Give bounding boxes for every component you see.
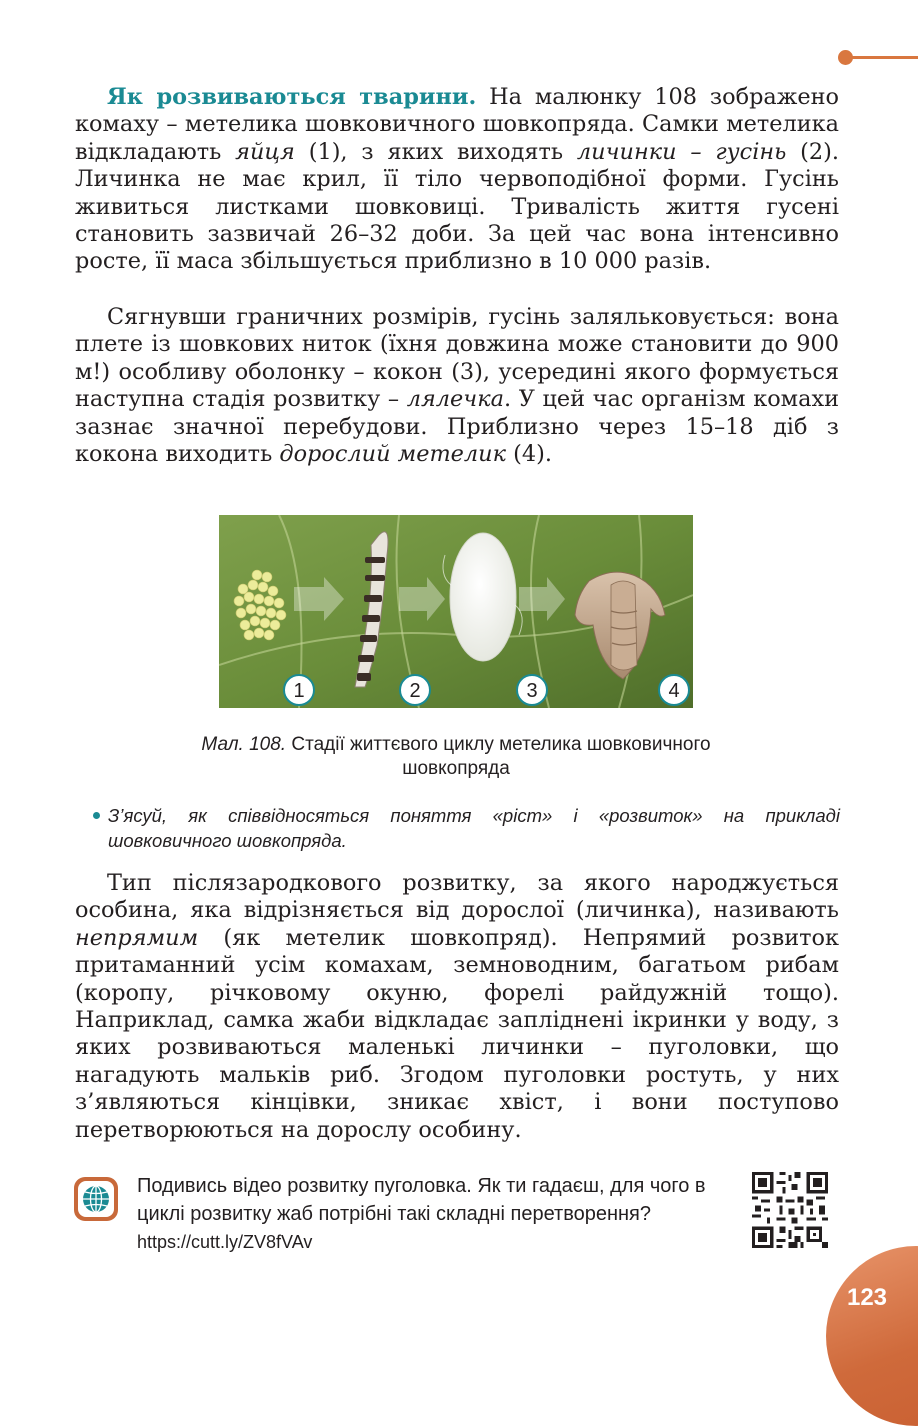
task-bullet xyxy=(93,812,100,819)
globe-icon xyxy=(73,1176,119,1222)
paragraph-development: Як розвиваються тварини. На малюнку 108 зображено комаху – метелика шовковичного шовкопряда. Самки метелика відкладають яйця (1), з яких виходять личинки – гусінь (2). Личинка не має крил, її тіло червоподібної форми. Гусінь живиться листками шовковиці. Тривалість життя гусені становить зазвичай 26–32 доби. За цей час вона інтенсивно росте, її маса збільшується приблизно в 10 000 разів. xyxy=(75,84,839,275)
task-question: З’ясуй, як співвідносяться поняття «ріст» і «розвиток» на прикладі шовковичного шовкопряда. xyxy=(108,805,840,851)
silkworm-lifecycle-figure xyxy=(219,515,693,708)
caption-number: Мал. 108. xyxy=(201,734,287,755)
section-heading: Як розвиваються тварини. xyxy=(107,84,477,110)
paragraph-indirect-development: Тип післязародкового розвитку, за якого народжується особина, яка відрізняється від дорослої (личинка), називають непрямим (як метелик шовкопряд). Непрямий розвиток притаманний усім комахам, земноводним, багатьом рибам (коропу, річковому окуню, форелі райдужній тощо). Наприклад, самка жаби відкладає запліднені ікринки у воду, з яких розвиваються маленькі личинки – пуголовки, що нагадують мальків риб. Згодом пуголовки ростуть, у них з’являються кінцівки, зникає хвіст, і вони поступово перетворюються на дорослу особину. xyxy=(75,870,839,1143)
video-link[interactable]: https://cutt.ly/ZV8fVAv xyxy=(137,1232,313,1252)
stage-label-1: 1 xyxy=(293,680,305,702)
stage-label-3: 3 xyxy=(526,680,538,702)
figure-caption xyxy=(200,733,712,781)
video-prompt xyxy=(137,1172,737,1256)
page-number: 123 xyxy=(846,1284,888,1311)
decorative-line xyxy=(848,56,918,59)
video-prompt-text: Подивись відео розвитку пуголовка. Як ти гадаєш, для чого в циклі розвитку жаб потрібні такі складні перетворення? xyxy=(137,1175,706,1225)
page-number-tab xyxy=(826,1246,918,1426)
stage-label-2: 2 xyxy=(409,680,421,702)
stage-label-4: 4 xyxy=(668,680,680,702)
paragraph-pupation: Сягнувши граничних розмірів, гусінь заляльковується: вона плете із шовкових ниток (їхня довжина може становити до 900 м!) особливу оболонку – кокон (3), усередині якого формується наступна стадія розвитку – лялечка. У цей час організм комахи зазнає значної перебудови. Приблизно через 15–18 діб з кокона виходить дорослий метелик (4). xyxy=(75,304,839,468)
qr-code[interactable] xyxy=(752,1172,828,1248)
caption-text: Стадії життєвого циклу метелика шовковичного шовкопряда xyxy=(286,734,711,779)
